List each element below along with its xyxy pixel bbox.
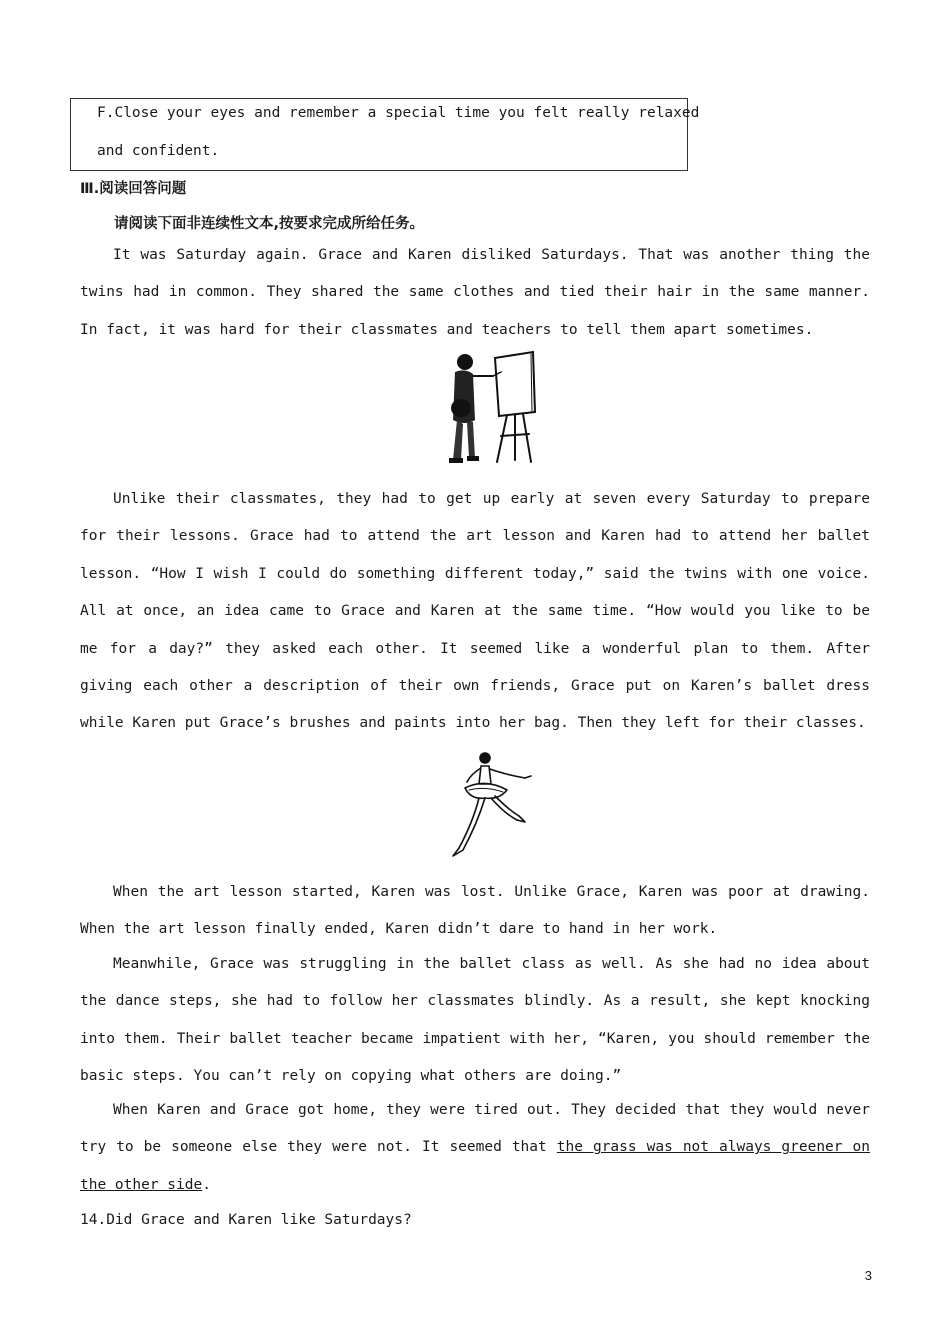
paragraph-2: Unlike their classmates, they had to get up early at seven every Saturday to prepare for their lessons. Grace had to attend the art lesson and Karen had to attend her ballet lesson. “How I wish I could do something different today,” said the twins with one voice. All at once, an idea came to Grace and Karen at the same time. “How would you like to be me for a day?” they asked each other. It seemed like a wonderful plan to them. After giving each other a description of their own friends, Grace put on Karen’s ballet dress while Karen put Grace’s brushes and paints into her bag. Then they left for their classes. bbox=[80, 491, 870, 732]
painter-illustration bbox=[445, 350, 540, 468]
paragraph-1: It was Saturday again. Grace and Karen disliked Saturdays. That was another thing the twins had in common. They shared the same clothes and tied their hair in the same manner. In fact, it was hard for their classmates and teachers to tell them apart sometimes. bbox=[80, 247, 870, 338]
option-box bbox=[70, 98, 700, 171]
option-f-line-1: F.Close your eyes and remember a special time you felt really relaxed bbox=[97, 105, 700, 121]
question-14: 14.Did Grace and Karen like Saturdays? bbox=[80, 1212, 412, 1228]
paragraph-5 bbox=[80, 1092, 870, 1204]
section-title: Ⅲ.阅读回答问题 bbox=[80, 181, 187, 197]
paragraph-5-end: . bbox=[202, 1176, 211, 1193]
paragraph-5-text: When Karen and Grace got home, they were tired out. They decided that they would never try to be someone else they were not. It seemed that bbox=[80, 1102, 870, 1156]
section-instruction: 请阅读下面非连续性文本,按要求完成所给任务。 bbox=[114, 216, 425, 232]
ballerina-illustration bbox=[445, 748, 540, 860]
paragraph-3: When the art lesson started, Karen was lost. Unlike Grace, Karen was poor at drawing. When the art lesson finally ended, Karen didn’t dare to hand in her work. bbox=[80, 884, 870, 938]
option-f-line-2: and confident. bbox=[97, 143, 220, 159]
paragraph-4: Meanwhile, Grace was struggling in the ballet class as well. As she had no idea about the dance steps, she had to follow her classmates blindly. As a result, she kept knocking into them. Their ballet teacher became impatient with her, “Karen, you should remember the basic steps. You can’t rely on copying what others are doing.” bbox=[80, 956, 870, 1085]
underlined-phrase: the grass was not always greener on the other side bbox=[80, 1139, 870, 1193]
page-number: 3 bbox=[864, 1268, 872, 1283]
